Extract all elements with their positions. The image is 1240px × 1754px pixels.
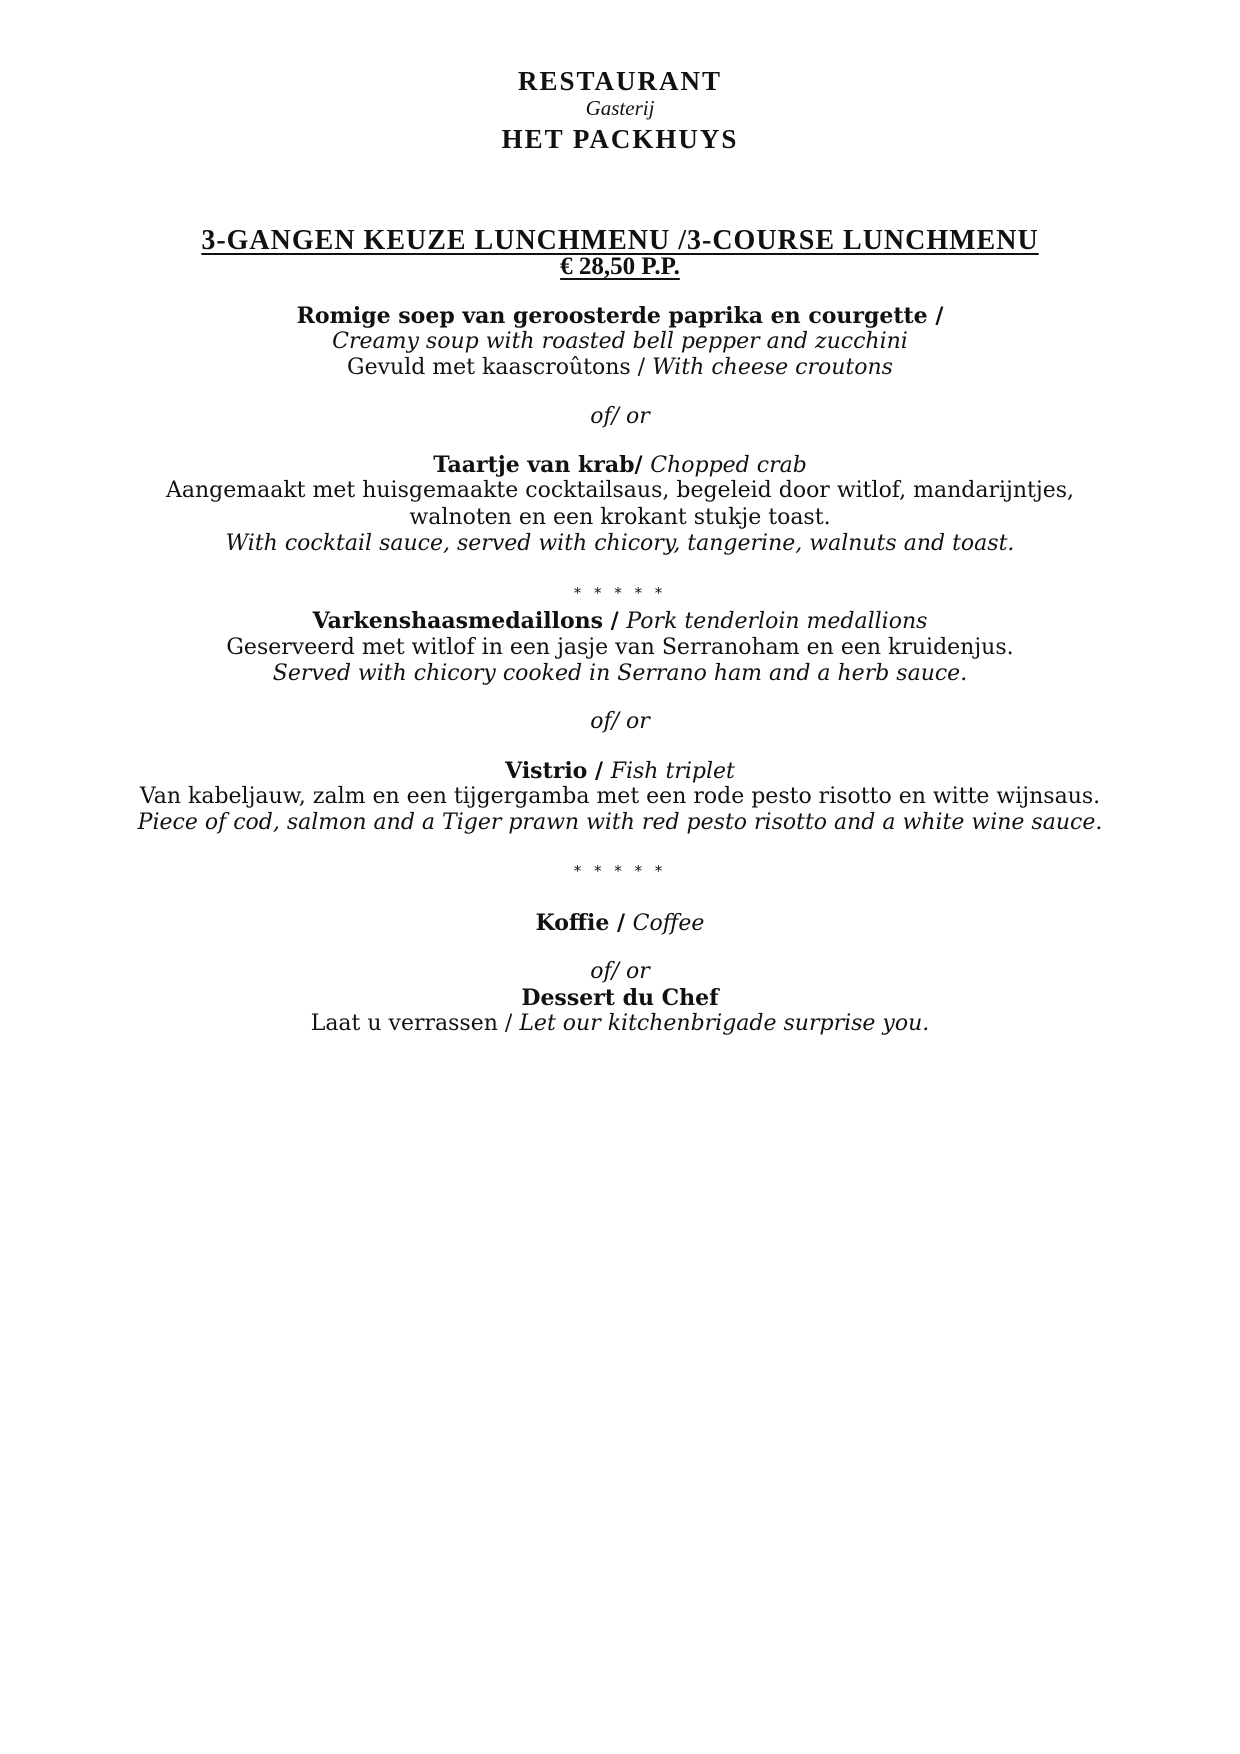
soup-detail-nl: Gevuld met kaascroûtons /	[347, 355, 653, 380]
soup-detail	[0, 357, 1240, 379]
crab-title-en: Chopped crab	[650, 453, 807, 478]
stars-separator: * * * * *	[573, 584, 667, 602]
pork-desc-nl: Geserveerd met witlof in een jasje van Serranoham en een kruidenjus.	[226, 635, 1014, 660]
pork-title-en: Pork tenderloin medallions	[626, 609, 928, 634]
fish-desc-en: Piece of cod, salmon and a Tiger prawn with red pesto risotto and a white wine sauce.	[137, 810, 1103, 835]
soup-title: Romige soep van geroosterde paprika en courgette /	[296, 303, 944, 329]
fish-title-nl: Vistrio /	[505, 758, 611, 784]
pork-title	[0, 610, 1240, 633]
coffee-title	[0, 912, 1240, 935]
restaurant-label: RESTAURANT	[517, 66, 723, 96]
crab-desc-en: With cocktail sauce, served with chicory, tangerine, walnuts and toast.	[225, 531, 1015, 556]
crab-desc-nl-2: walnoten en een krokant stukje toast.	[409, 505, 831, 530]
menu-title: 3-GANGEN KEUZE LUNCHMENU /3-COURSE LUNCHMENU	[201, 225, 1039, 256]
dessert-chef-desc	[0, 1013, 1240, 1035]
pork-desc-en: Served with chicory cooked in Serrano ham and a herb sauce.	[272, 661, 968, 686]
menu-price: € 28,50 P.P.	[560, 253, 680, 280]
fish-desc-nl: Van kabeljauw, zalm en een tijgergamba met een rode pesto risotto en witte wijnsaus.	[139, 784, 1101, 809]
stars-separator: * * * * *	[573, 862, 667, 880]
soup-detail-en: With cheese croutons	[652, 355, 893, 380]
dessert-chef-desc-en: Let our kitchenbrigade surprise you.	[519, 1011, 930, 1036]
coffee-title-en: Coffee	[632, 911, 705, 936]
or-separator: of/ or	[590, 404, 650, 429]
pork-title-nl: Varkenshaasmedaillons /	[312, 608, 627, 634]
crab-title-nl: Taartje van krab/	[433, 452, 651, 478]
gasterij-script: Gasterij	[585, 96, 655, 120]
restaurant-name: HET PACKHUYS	[501, 124, 739, 154]
coffee-title-nl: Koffie /	[535, 910, 633, 936]
crab-desc-nl-1: Aangemaakt met huisgemaakte cocktailsaus, begeleid door witlof, mandarijntjes,	[165, 478, 1075, 503]
fish-title-en: Fish triplet	[610, 759, 735, 784]
dessert-chef-desc-nl: Laat u verrassen /	[310, 1011, 520, 1036]
crab-title	[0, 454, 1240, 477]
or-separator: of/ or	[590, 709, 650, 734]
dessert-chef-title: Dessert du Chef	[521, 985, 719, 1011]
fish-title	[0, 760, 1240, 783]
soup-english: Creamy soup with roasted bell pepper and zucchini	[332, 329, 908, 354]
or-separator: of/ or	[590, 959, 650, 984]
